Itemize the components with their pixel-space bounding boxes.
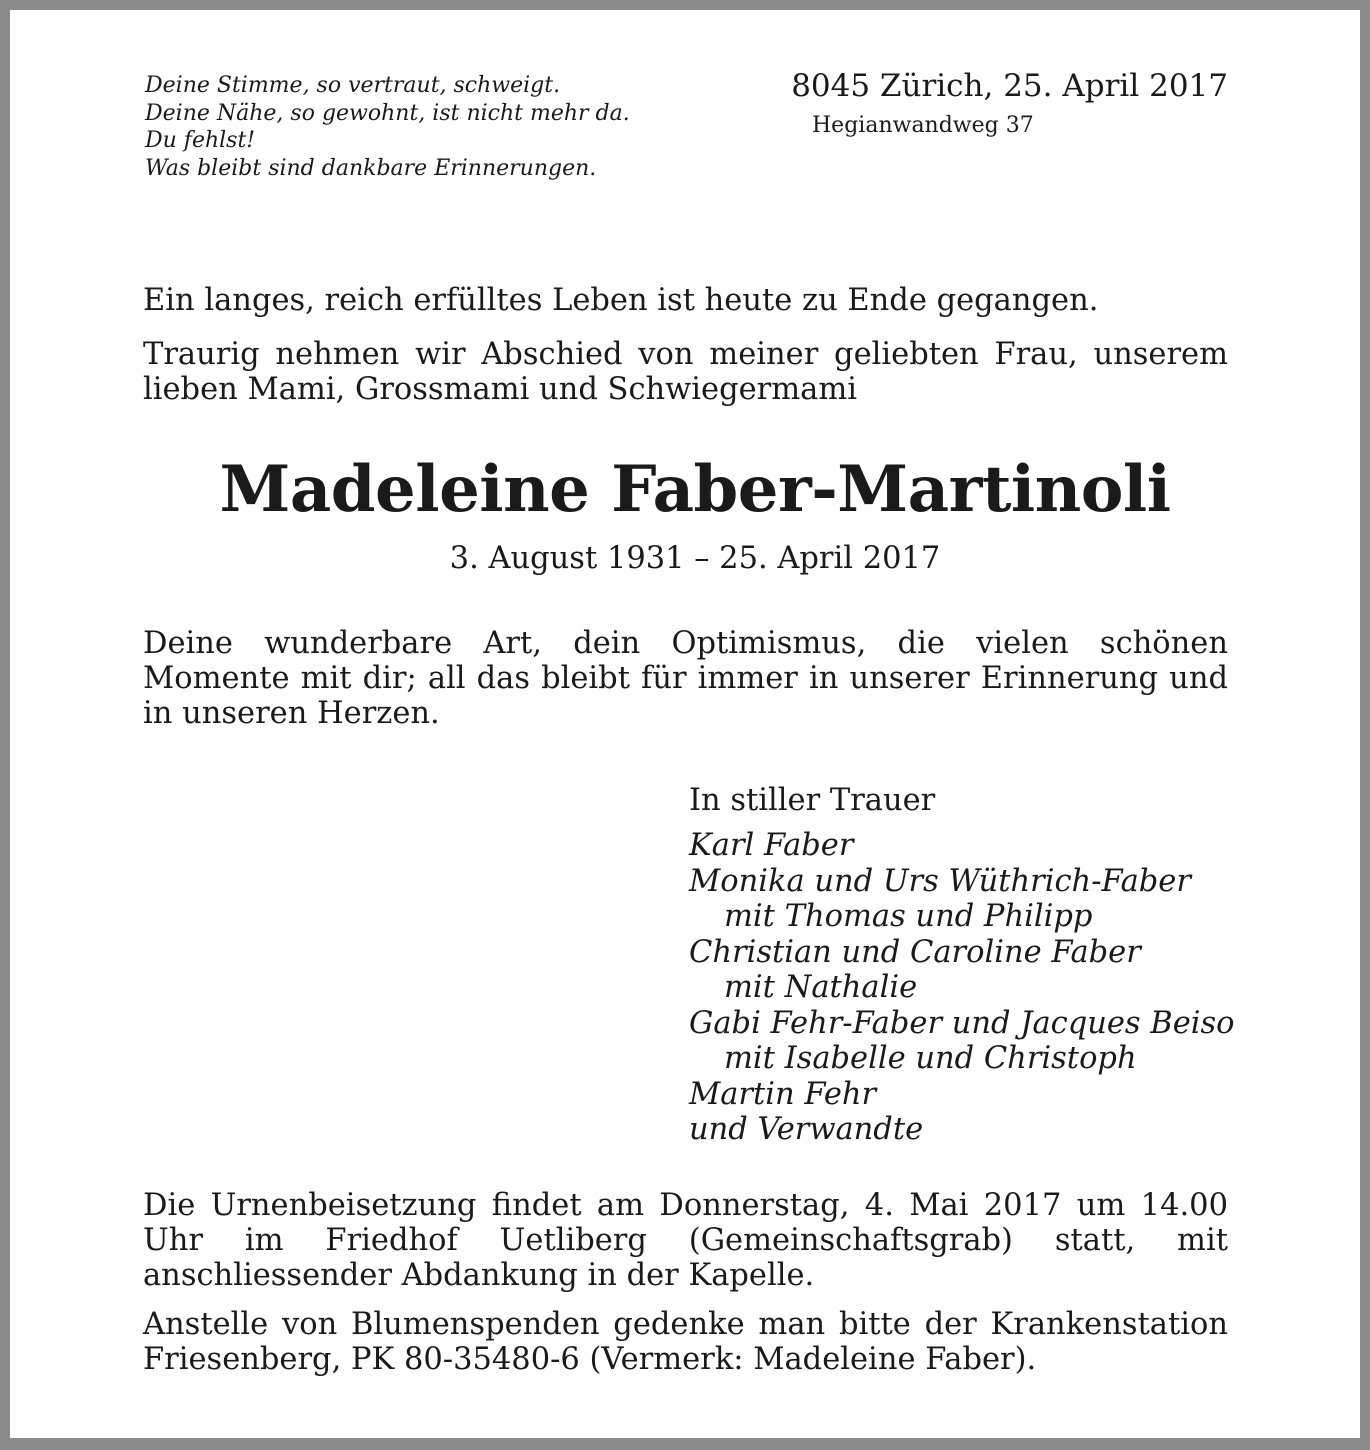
mourner-children: mit Isabelle und Christoph [724,1041,1137,1076]
burial-info: Die Urnenbeisetzung findet am Donnerstag, 4. Mai 2017 um 14.00 Uhr im Friedhof Uetliberg (Gemeinschaftsgrab) statt, mit anschliessender Abdankung in der Kapelle. [143,1188,1228,1293]
mourner-name: Martin Fehr [689,1076,877,1112]
mourning-label: In stiller Trauer [689,783,936,818]
deceased-name: Madeleine Faber-Martinoli [219,452,1171,527]
poem-line: Du fehlst! [145,128,256,153]
intro-line: Ein langes, reich erfülltes Leben ist heute zu Ende gegangen. [143,283,1099,318]
mourner-name: Monika und Urs Wüthrich-Faber [689,863,1191,899]
farewell-text: Traurig nehmen wir Abschied von meiner geliebten Frau, unserem lieben Mami, Grossmami und Schwiegermami [143,337,1228,407]
mourner-name: Christian und Caroline Faber [689,934,1141,970]
memorial-poem [145,72,705,182]
poem-line: Deine Stimme, so vertraut, schweigt. [145,73,561,98]
place-date: 8045 Zürich, 25. April 2017 [791,68,1228,104]
mourner-name: Gabi Fehr-Faber und Jacques Beiso [689,1005,1235,1041]
mourner-name: Karl Faber [689,828,854,863]
life-dates: 3. August 1931 – 25. April 2017 [449,541,941,576]
donation-info: Anstelle von Blumenspenden gedenke man bitte der Krankenstation Friesenberg, PK 80-35480-6 (Vermerk: Madeleine Faber). [143,1307,1228,1377]
mourner-children: mit Thomas und Philipp [724,899,1093,934]
mourner-children: mit Nathalie [724,970,918,1005]
mourners-list [689,828,1235,1148]
tribute-text: Deine wunderbare Art, dein Optimismus, die vielen schönen Momente mit dir; all das bleibt für immer in unserer Erinnerung und in unseren Herzen. [143,626,1228,731]
mourner-name: und Verwandte [689,1112,924,1147]
street-address: Hegianwandweg 37 [812,113,1034,138]
obituary-page [10,10,1360,1438]
poem-line: Was bleibt sind dankbare Erinnerungen. [145,155,597,181]
poem-line: Deine Nähe, so gewohnt, ist nicht mehr da. [145,100,630,126]
